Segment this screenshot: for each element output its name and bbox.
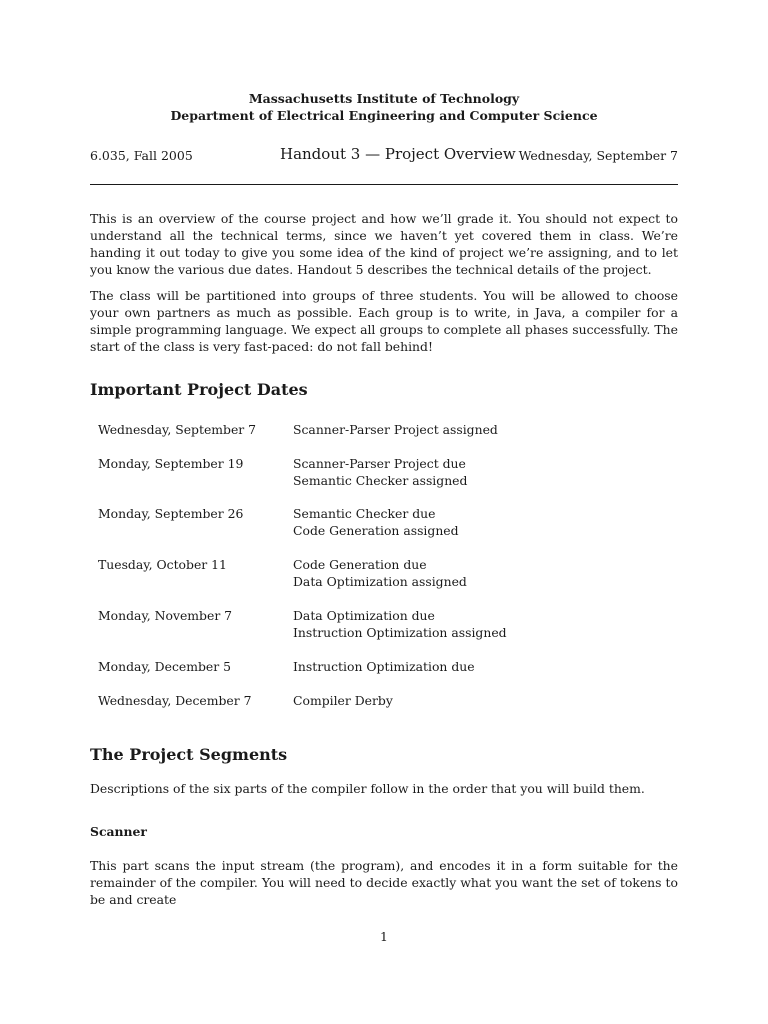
- segments-intro: Descriptions of the six parts of the compiler follow in the order that you will build them.: [90, 781, 645, 796]
- milestone-line: Scanner-Parser Project assigned: [293, 422, 498, 437]
- milestone-line: Code Generation due: [293, 557, 427, 572]
- date-cell: Tuesday, October 11: [98, 557, 227, 572]
- intro-paragraph-2: The class will be partitioned into groups of three students. You will be allowed to choose your own partners as much as possible. Each group is to write, in Java, a compiler for a simple programming language. We expect all groups to complete all phases successfully. The start of the class is very fast-paced: do not fall behind!: [90, 288, 678, 354]
- date-cell: Monday, September 26: [98, 506, 244, 521]
- segments-heading: The Project Segments: [90, 745, 288, 764]
- milestone-cell: [293, 658, 475, 675]
- milestone-line: Instruction Optimization due: [293, 659, 475, 674]
- department-name: Department of Electrical Engineering and Computer Science: [170, 108, 598, 123]
- scanner-heading: Scanner: [90, 824, 147, 839]
- institution-name: Massachusetts Institute of Technology: [248, 91, 520, 106]
- milestone-cell: [293, 556, 467, 590]
- handout-title: Handout 3 — Project Overview: [280, 145, 516, 163]
- milestone-line: Data Optimization due: [293, 608, 435, 623]
- date-cell: Wednesday, December 7: [98, 693, 252, 708]
- milestone-cell: [293, 505, 459, 539]
- milestone-cell: [293, 421, 498, 438]
- scanner-paragraph: This part scans the input stream (the program), and encodes it in a form suitable for the remainder of the compiler. You will need to decide exactly what you want the set of tokens to be and create: [90, 858, 678, 907]
- intro-paragraph-1: This is an overview of the course project and how we’ll grade it. You should not expect to understand all the technical terms, since we haven’t yet covered them in class. We’re handing it out today to give you some idea of the kind of project we’re assigning, and to let you know the various due dates. Handout 5 describes the technical details of the project.: [90, 211, 678, 277]
- course-label: 6.035, Fall 2005: [90, 148, 193, 163]
- handout-meta-row: [90, 145, 678, 169]
- milestone-line: Instruction Optimization assigned: [293, 625, 507, 640]
- date-cell: Wednesday, September 7: [98, 422, 257, 437]
- milestone-line: Data Optimization assigned: [293, 574, 467, 589]
- milestone-line: Semantic Checker due: [293, 506, 436, 521]
- handout-date: Wednesday, September 7: [518, 148, 678, 163]
- milestone-line: Compiler Derby: [293, 693, 393, 708]
- milestone-cell: [293, 692, 393, 709]
- date-cell: Monday, September 19: [98, 456, 244, 471]
- date-cell: Monday, December 5: [98, 659, 231, 674]
- page-number: 1: [380, 929, 388, 944]
- dates-heading: Important Project Dates: [90, 380, 308, 399]
- document-page: [90, 0, 678, 1024]
- milestone-line: Semantic Checker assigned: [293, 473, 468, 488]
- milestone-line: Scanner-Parser Project due: [293, 456, 466, 471]
- milestone-cell: [293, 455, 467, 489]
- milestone-line: Code Generation assigned: [293, 523, 459, 538]
- header-rule: [90, 184, 678, 185]
- milestone-cell: [293, 607, 507, 641]
- date-cell: Monday, November 7: [98, 608, 233, 623]
